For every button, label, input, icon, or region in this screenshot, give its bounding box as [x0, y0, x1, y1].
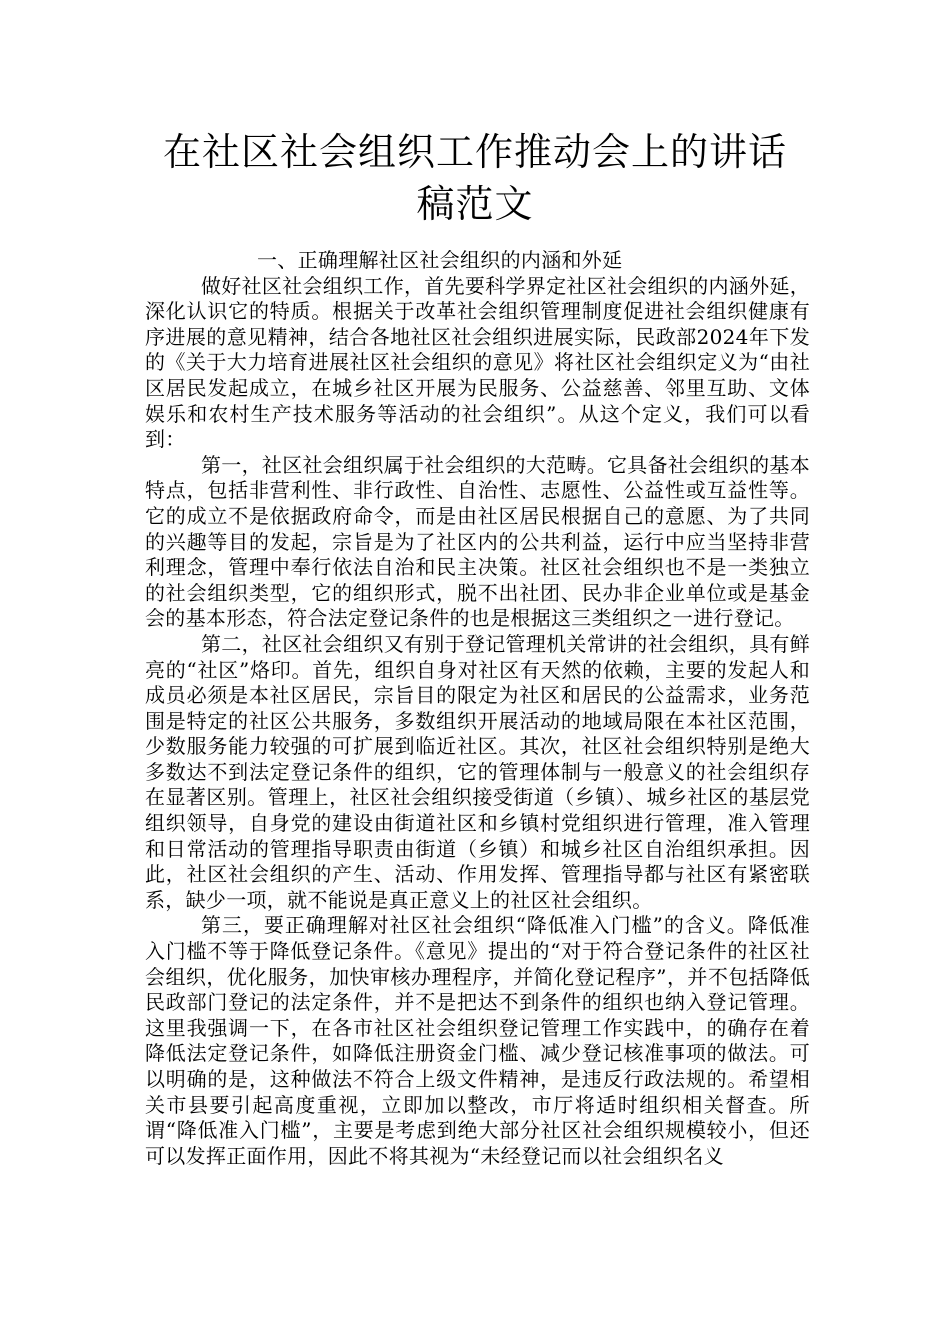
paragraph-third: 第三，要正确理解对社区社会组织“降低准入门槛”的含义。降低准入门槛不等于降低登记条件。《意见》提出的“对于符合登记条件的社区社会组织，优化服务，加快审核办理程序，并简化登记程序”，并不包括降低民政部门登记的法定条件，并不是把达不到条件的组织也纳入登记管理。这里我强调一下，在各市社区社会组织登记管理工作实践中，的确存在着降低法定登记条件，如降低注册资金门槛、减少登记核准事项的做法。可以明确的是，这种做法不符合上级文件精神，是违反行政法规的。希望相关市县要引起高度重视，立即加以整改，市厅将适时组织相关督查。所谓“降低准入门槛”，主要是考虑到绝大部分社区社会组织规模较小，但还可以发挥正面作用，因此不将其视为“未经登记而以社会组织名义 — [145, 913, 810, 1168]
section-heading: 一、正确理解社区社会组织的内涵和外延 — [257, 248, 623, 272]
paragraph-first: 第一，社区社会组织属于社会组织的大范畴。它具备社会组织的基本特点，包括非营利性、非行政性、自治性、志愿性、公益性或互益性等。它的成立不是依据政府命令，而是由社区居民根据自己的意愿、为了共同的兴趣等目的发起，宗旨是为了社区内的公共利益，运行中应当坚持非营利理念，管理中奉行依法自治和民主决策。社区社会组织也不是一类独立的社会组织类型，它的组织形式，脱不出社团、民办非企业单位或是基金会的基本形态，符合法定登记条件的也是根据这三类组织之一进行登记。 — [145, 452, 810, 631]
paragraph-second: 第二，社区社会组织又有别于登记管理机关常讲的社会组织，具有鲜亮的“社区”烙印。首先，组织自身对社区有天然的依赖，主要的发起人和成员必须是本社区居民，宗旨目的限定为社区和居民的公益需求，业务范围是特定的社区公共服务，多数组织开展活动的地域局限在本社区范围，少数服务能力较强的可扩展到临近社区。其次，社区社会组织特别是绝大多数达不到法定登记条件的组织，它的管理体制与一般意义的社会组织存在显著区别。管理上，社区社会组织接受街道（乡镇）、城乡社区的基层党组织领导，自身党的建设由街道社区和乡镇村党组织进行管理，准入管理和日常活动的管理指导职责由街道（乡镇）和城乡社区自治组织承担。因此，社区社会组织的产生、活动、作用发挥、管理指导都与社区有紧密联系，缺少一项，就不能说是真正意义上的社区社会组织。 — [145, 631, 810, 912]
paragraph-intro: 做好社区社会组织工作，首先要科学界定社区社会组织的内涵外延，深化认识它的特质。根据关于改革社会组织管理制度促进社会组织健康有序进展的意见精神，结合各地社区社会组织进展实际，民政部2024年下发的《关于大力培育进展社区社会组织的意见》将社区社会组织定义为“由社区居民发起成立，在城乡社区开展为民服务、公益慈善、邻里互助、文体娱乐和农村生产技术服务等活动的社会组织”。从这个定义，我们可以看到： — [145, 273, 810, 452]
document-title: 在社区社会组织工作推动会上的讲话稿范文 — [162, 130, 787, 226]
document-body — [145, 248, 810, 1169]
